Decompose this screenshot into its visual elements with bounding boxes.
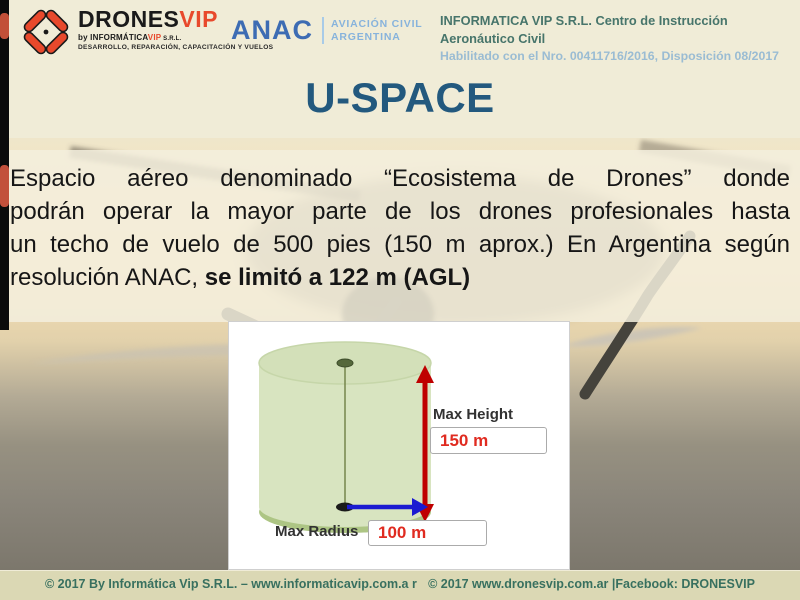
- body-line-1: Espacio aéreo denominado “Ecosistema de Drones” donde: [10, 165, 790, 192]
- footer: [0, 571, 800, 600]
- uspace-cylinder-diagram: [228, 321, 570, 570]
- rotor-red-detail: [0, 165, 9, 207]
- photo-edge-strip: [0, 0, 9, 330]
- org-name: INFORMATICA VIP S.R.L. Centro de Instrucción Aeronáutico Civil: [440, 13, 728, 46]
- logo-wordmark: DRONESVIP: [78, 6, 218, 32]
- page-title: U-SPACE: [305, 74, 495, 121]
- anac-divider: [322, 17, 324, 44]
- header: [0, 0, 800, 62]
- body-text-box: [0, 150, 800, 322]
- org-authorization: Habilitado con el Nro. 00411716/2016, Disposición 08/2017: [440, 48, 780, 63]
- anac-wordmark: ANAC: [231, 15, 313, 45]
- body-line-4: resolución ANAC, se limitó a 122 m (AGL): [10, 264, 471, 291]
- body-text: [10, 162, 790, 294]
- body-line-4-bold: se limitó a 122 m (AGL): [204, 264, 471, 291]
- anac-subtitle: AVIACIÓN CIVIL ARGENTINA: [331, 18, 423, 43]
- max-radius-input[interactable]: 100 m: [368, 520, 487, 546]
- body-line-2: podrán operar la mayor parte de los drones profesionales hasta: [10, 198, 790, 225]
- footer-copyright-left: © 2017 By Informática Vip S.R.L. – www.informaticavip.com.a r: [45, 577, 417, 591]
- logo-byline: by INFORMÁTICAVIP S.R.L.: [78, 33, 182, 42]
- max-height-input[interactable]: 150 m: [430, 427, 547, 454]
- footer-copyright-right: © 2017 www.dronesvip.com.ar |Facebook: DRONESVIP: [428, 577, 755, 591]
- rotor-red-detail: [0, 13, 9, 39]
- body-line-3: un techo de vuelo de 500 pies (150 m aprox.) En Argentina según: [10, 231, 790, 258]
- max-radius-label: Max Radius: [275, 523, 359, 540]
- max-height-label: Max Height: [433, 406, 514, 423]
- logo-tagline: DESARROLLO, REPARACIÓN, CAPACITACIÓN Y VUELOS: [78, 44, 274, 51]
- dronesvip-logo-icon: [16, 5, 76, 64]
- org-info: [440, 12, 792, 65]
- anac-logo: [231, 15, 423, 46]
